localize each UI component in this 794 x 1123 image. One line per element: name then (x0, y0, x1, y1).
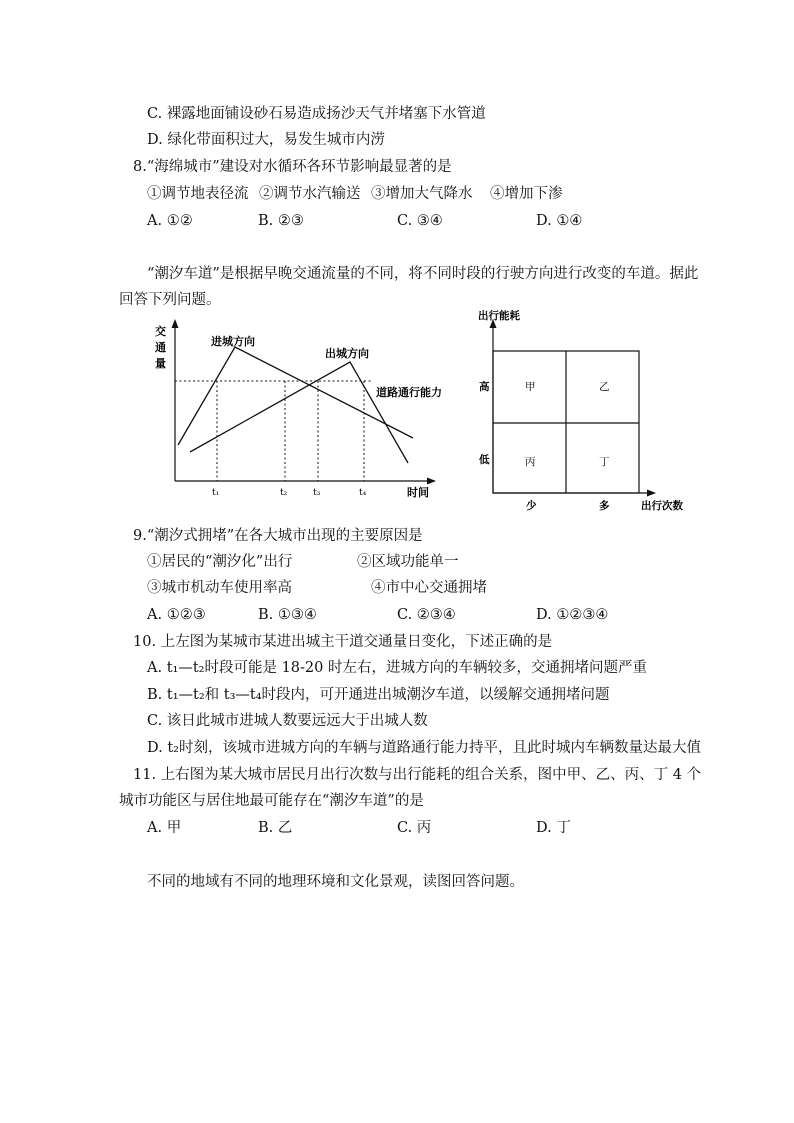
q8-item-1: ①调节地表径流 (147, 186, 249, 202)
q9-item-4: ④市中心交通拥堵 (371, 580, 487, 596)
cell-yi: 乙 (599, 381, 610, 393)
cell-bing: 丙 (525, 456, 536, 468)
y-axis-label-char-2: 通 (155, 341, 166, 354)
x-axis-label: 出行次数 (641, 500, 683, 512)
x-axis-arrow (647, 490, 656, 497)
y-axis-arrow (172, 319, 179, 328)
q9-item-2: ②区域功能单一 (357, 554, 459, 570)
tick-t2: t₂ (280, 488, 288, 498)
q9-item-3: ③城市机动车使用率高 (147, 580, 292, 596)
q8-option-b: B. ②③ (258, 213, 304, 229)
q11-stem-line-1: 11. 上右图为某大城市居民月出行次数与出行能耗的组合关系，图中甲、乙、丙、丁 4 个 (133, 767, 702, 783)
q8-option-a: A. ①② (147, 213, 193, 229)
q10-option-c: C. 该日此城市进城人数要远远大于出城人数 (147, 713, 428, 729)
intro-line-1: “潮汐车道”是根据早晚交通流量的不同，将不同时段的行驶方向进行改变的车道。据此 (147, 266, 699, 282)
tick-t4: t₄ (359, 488, 367, 498)
q10-option-a: A. t₁—t₂时段可能是 18-20 时左右，进城方向的车辆较多，交通拥堵问题严重 (147, 660, 647, 676)
q10-stem: 10. 上左图为某城市某进出城主干道交通量日变化，下述正确的是 (133, 634, 553, 650)
q8-item-2: ②调节水汽输送 (259, 186, 361, 202)
x-high-label: 多 (599, 500, 610, 512)
inbound-label: 进城方向 (211, 335, 255, 348)
q7-option-d: D. 绿化带面积过大，易发生城市内涝 (147, 132, 385, 148)
outbound-label: 出城方向 (325, 347, 369, 360)
y-axis-label-char-3: 量 (155, 357, 166, 370)
x-axis-arrow (427, 478, 436, 485)
q9-stem: 9.“潮汐式拥堵”在各大城市出现的主要原因是 (133, 528, 423, 544)
q11-option-a: A. 甲 (147, 820, 182, 836)
q8-stem: 8.“海绵城市”建设对水循环各环节影响最显著的是 (133, 159, 452, 175)
q11-option-d: D. 丁 (536, 820, 571, 836)
y-axis-label-char-1: 交 (155, 325, 166, 338)
q8-option-d: D. ①④ (536, 213, 583, 229)
q11-option-b: B. 乙 (258, 820, 293, 836)
q11-option-c: C. 丙 (397, 820, 432, 836)
q7-option-c: C. 裸露地面铺设砂石易造成扬沙天气并堵塞下水管道 (147, 106, 486, 122)
q11-stem-line-2: 城市功能区与居住地最可能存在“潮汐车道”的是 (119, 793, 424, 809)
q9-option-a: A. ①②③ (147, 607, 206, 623)
q9-item-1: ①居民的“潮汐化”出行 (147, 554, 293, 570)
section-intro: 不同的地域有不同的地理环境和文化景观，读图回答问题。 (147, 874, 524, 890)
outbound-series-line (190, 362, 408, 463)
q10-option-d: D. t₂时刻，该城市进城方向的车辆与道路通行能力持平，且此时城内车辆数量达最大值 (147, 740, 701, 756)
y-low-label: 低 (479, 454, 490, 466)
x-low-label: 少 (526, 500, 537, 512)
tick-t3: t₃ (313, 488, 321, 498)
cell-ding: 丁 (599, 456, 610, 468)
y-high-label: 高 (479, 381, 490, 393)
x-axis-label: 时间 (407, 486, 429, 499)
traffic-volume-chart (145, 315, 475, 505)
q9-option-c: C. ②③④ (397, 607, 456, 623)
q9-option-d: D. ①②③④ (536, 607, 609, 623)
y-axis-label: 出行能耗 (478, 310, 520, 322)
intro-line-2: 回答下列问题。 (119, 292, 221, 308)
tick-t1: t₁ (212, 488, 220, 498)
cell-jia: 甲 (525, 381, 536, 393)
q8-item-4: ④增加下渗 (490, 186, 563, 202)
q9-option-b: B. ①③④ (258, 607, 317, 623)
q8-option-c: C. ③④ (397, 213, 443, 229)
q10-option-b: B. t₁—t₂和 t₃—t₄时段内，可开通进出城潮汐车道，以缓解交通拥堵问题 (147, 687, 610, 703)
capacity-label: 道路通行能力 (376, 386, 442, 399)
energy-trips-chart (470, 305, 695, 515)
q8-item-3: ③增加大气降水 (371, 186, 473, 202)
